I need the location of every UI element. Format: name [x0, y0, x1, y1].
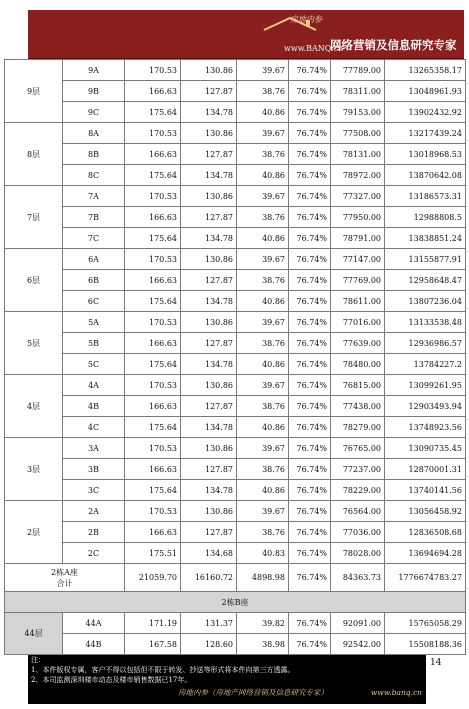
usable-area: 127.87: [181, 333, 237, 354]
efficiency-rate: 76.74%: [289, 207, 331, 228]
usable-area: 130.86: [181, 186, 237, 207]
unit-number: 8A: [63, 123, 125, 144]
unit-price: 77237.00: [331, 459, 385, 480]
unit-price: 76815.00: [331, 375, 385, 396]
table-row: [5, 249, 466, 270]
total-row: [5, 564, 466, 592]
table-row: [5, 501, 466, 522]
usable-area: 127.87: [181, 459, 237, 480]
total-price: 13740141.56: [385, 480, 466, 501]
shared-area: 40.86: [237, 165, 289, 186]
table-row: [5, 634, 466, 655]
unit-price: 77147.00: [331, 249, 385, 270]
total-price: 13133538.48: [385, 312, 466, 333]
usable-area: 127.87: [181, 270, 237, 291]
unit-price: 78791.00: [331, 228, 385, 249]
efficiency-rate: 76.74%: [289, 312, 331, 333]
unit-number: 3A: [63, 438, 125, 459]
unit-number: 5A: [63, 312, 125, 333]
unit-number: 5B: [63, 333, 125, 354]
table-row: [5, 207, 466, 228]
unit-price: 78229.00: [331, 480, 385, 501]
floor-label: 8层: [5, 123, 63, 186]
floor-label: 4层: [5, 375, 63, 438]
logo-text: 房地内参: [290, 15, 322, 24]
shared-area: 39.67: [237, 123, 289, 144]
gross-area: 166.63: [125, 396, 181, 417]
total-price: 13018968.53: [385, 144, 466, 165]
shared-area: 40.83: [237, 543, 289, 564]
usable-area: 130.86: [181, 375, 237, 396]
table-row: [5, 333, 466, 354]
table-row: [5, 375, 466, 396]
total-price: 15765058.29: [385, 613, 466, 634]
efficiency-rate: 76.74%: [289, 165, 331, 186]
footer-brand-url: www.banq.cn: [370, 688, 422, 697]
table-row: [5, 81, 466, 102]
total-usable-area: 16160.72: [181, 564, 237, 592]
shared-area: 38.76: [237, 81, 289, 102]
usable-area: 128.60: [181, 634, 237, 655]
gross-area: 175.51: [125, 543, 181, 564]
unit-number: 6B: [63, 270, 125, 291]
total-price: 13090735.45: [385, 438, 466, 459]
total-price: 13807236.04: [385, 291, 466, 312]
total-label-building: 2栋A座: [51, 567, 78, 577]
gross-area: 166.63: [125, 522, 181, 543]
total-gross-area: 21059.70: [125, 564, 181, 592]
floor-label: 2层: [5, 501, 63, 564]
page-number: 14: [430, 658, 442, 668]
shared-area: 39.67: [237, 501, 289, 522]
total-price: 13217439.24: [385, 123, 466, 144]
usable-area: 134.78: [181, 291, 237, 312]
unit-price: 78028.00: [331, 543, 385, 564]
total-price: 13694694.28: [385, 543, 466, 564]
usable-area: 130.86: [181, 438, 237, 459]
gross-area: 170.53: [125, 249, 181, 270]
gross-area: 175.64: [125, 480, 181, 501]
shared-area: 38.76: [237, 207, 289, 228]
total-price: 12903493.94: [385, 396, 466, 417]
table-row: [5, 312, 466, 333]
gross-area: 170.53: [125, 375, 181, 396]
unit-number: 4A: [63, 375, 125, 396]
footer-notes: [28, 655, 426, 704]
total-price: 13056458.92: [385, 501, 466, 522]
unit-number: 9A: [63, 60, 125, 81]
usable-area: 134.68: [181, 543, 237, 564]
note-copyright: 1、本件版权专属，客户不得以包括但不限于转发、抄送等形式将本件向第三方透露。: [31, 666, 295, 674]
gross-area: 166.63: [125, 81, 181, 102]
floor-label: 5层: [5, 312, 63, 375]
unit-number: 3C: [63, 480, 125, 501]
unit-number: 2A: [63, 501, 125, 522]
gross-area: 170.53: [125, 186, 181, 207]
efficiency-rate: 76.74%: [289, 102, 331, 123]
shared-area: 39.67: [237, 438, 289, 459]
unit-number: 44A: [63, 613, 125, 634]
total-price: 13870642.08: [385, 165, 466, 186]
total-price: 12958648.47: [385, 270, 466, 291]
shared-area: 38.76: [237, 270, 289, 291]
shared-area: 38.76: [237, 144, 289, 165]
unit-price: 78311.00: [331, 81, 385, 102]
table-row: [5, 144, 466, 165]
usable-area: 130.86: [181, 501, 237, 522]
efficiency-rate: 76.74%: [289, 291, 331, 312]
logo-url: www.BANQ.cn: [284, 44, 344, 53]
gross-area: 175.64: [125, 165, 181, 186]
section-title: 2栋B座: [5, 592, 466, 613]
total-price: 13099261.95: [385, 375, 466, 396]
shared-area: 40.86: [237, 228, 289, 249]
table-row: [5, 417, 466, 438]
table-row: [5, 354, 466, 375]
usable-area: 131.37: [181, 613, 237, 634]
efficiency-rate: 76.74%: [289, 375, 331, 396]
gross-area: 170.53: [125, 312, 181, 333]
total-price: 13838851.24: [385, 228, 466, 249]
shared-area: 39.67: [237, 186, 289, 207]
gross-area: 175.64: [125, 228, 181, 249]
efficiency-rate: 76.74%: [289, 543, 331, 564]
efficiency-rate: 76.74%: [289, 333, 331, 354]
table-row: [5, 123, 466, 144]
unit-price: 77789.00: [331, 60, 385, 81]
usable-area: 127.87: [181, 81, 237, 102]
unit-price: 77016.00: [331, 312, 385, 333]
gross-area: 170.53: [125, 123, 181, 144]
table-row: [5, 60, 466, 81]
total-price: 13748923.56: [385, 417, 466, 438]
unit-price: 76564.00: [331, 501, 385, 522]
table-row: [5, 459, 466, 480]
gross-area: 166.63: [125, 144, 181, 165]
gross-area: 166.63: [125, 333, 181, 354]
unit-price: 78131.00: [331, 144, 385, 165]
unit-price: 92091.00: [331, 613, 385, 634]
unit-number: 7C: [63, 228, 125, 249]
unit-number: 8C: [63, 165, 125, 186]
total-price: 12936986.57: [385, 333, 466, 354]
shared-area: 39.67: [237, 312, 289, 333]
gross-area: 175.64: [125, 291, 181, 312]
usable-area: 134.78: [181, 354, 237, 375]
floor-label: 7层: [5, 186, 63, 249]
total-shared-area: 4898.98: [237, 564, 289, 592]
header-banner: [28, 10, 464, 60]
gross-area: 175.64: [125, 102, 181, 123]
unit-price: 77639.00: [331, 333, 385, 354]
usable-area: 127.87: [181, 396, 237, 417]
gross-area: 175.64: [125, 417, 181, 438]
table-row: [5, 291, 466, 312]
section-row: [5, 592, 466, 613]
shared-area: 39.82: [237, 613, 289, 634]
table-row: [5, 165, 466, 186]
usable-area: 134.78: [181, 417, 237, 438]
unit-number: 7B: [63, 207, 125, 228]
shared-area: 38.98: [237, 634, 289, 655]
usable-area: 134.78: [181, 480, 237, 501]
total-efficiency-rate: 76.74%: [289, 564, 331, 592]
total-price: 13155877.91: [385, 249, 466, 270]
floor-label: 44层: [5, 613, 63, 655]
total-total-price: 1776674783.27: [385, 564, 466, 592]
shared-area: 38.76: [237, 333, 289, 354]
shared-area: 39.67: [237, 375, 289, 396]
efficiency-rate: 76.74%: [289, 354, 331, 375]
unit-price: 76765.00: [331, 438, 385, 459]
unit-price: 78279.00: [331, 417, 385, 438]
gross-area: 170.53: [125, 60, 181, 81]
total-label: [5, 564, 125, 592]
unit-price: 78480.00: [331, 354, 385, 375]
unit-number: 9C: [63, 102, 125, 123]
efficiency-rate: 76.74%: [289, 634, 331, 655]
shared-area: 40.86: [237, 354, 289, 375]
efficiency-rate: 76.74%: [289, 81, 331, 102]
shared-area: 38.76: [237, 459, 289, 480]
unit-number: 9B: [63, 81, 125, 102]
unit-number: 3B: [63, 459, 125, 480]
shared-area: 40.86: [237, 291, 289, 312]
table-row: [5, 186, 466, 207]
usable-area: 130.86: [181, 312, 237, 333]
usable-area: 130.86: [181, 123, 237, 144]
unit-number: 2B: [63, 522, 125, 543]
table-row: [5, 522, 466, 543]
gross-area: 167.58: [125, 634, 181, 655]
usable-area: 130.86: [181, 249, 237, 270]
gross-area: 166.63: [125, 270, 181, 291]
gross-area: 166.63: [125, 459, 181, 480]
usable-area: 134.78: [181, 102, 237, 123]
efficiency-rate: 76.74%: [289, 396, 331, 417]
efficiency-rate: 76.74%: [289, 522, 331, 543]
total-price: 13784227.2: [385, 354, 466, 375]
shared-area: 40.86: [237, 417, 289, 438]
efficiency-rate: 76.74%: [289, 417, 331, 438]
footer-brand: 房地内参（房地产网络营销及信息研究专家）: [178, 688, 328, 697]
gross-area: 170.53: [125, 438, 181, 459]
efficiency-rate: 76.74%: [289, 438, 331, 459]
shared-area: 38.76: [237, 396, 289, 417]
unit-number: 4B: [63, 396, 125, 417]
unit-number: 6C: [63, 291, 125, 312]
shared-area: 38.76: [237, 522, 289, 543]
efficiency-rate: 76.74%: [289, 480, 331, 501]
efficiency-rate: 76.74%: [289, 123, 331, 144]
header-title: 网络营销及信息研究专家: [330, 38, 457, 52]
shared-area: 40.86: [237, 102, 289, 123]
unit-number: 6A: [63, 249, 125, 270]
unit-price: 77438.00: [331, 396, 385, 417]
usable-area: 127.87: [181, 522, 237, 543]
total-price: 12836508.68: [385, 522, 466, 543]
efficiency-rate: 76.74%: [289, 60, 331, 81]
unit-price: 92542.00: [331, 634, 385, 655]
usable-area: 130.86: [181, 60, 237, 81]
table-row: [5, 543, 466, 564]
floor-label: 3层: [5, 438, 63, 501]
usable-area: 127.87: [181, 207, 237, 228]
unit-number: 2C: [63, 543, 125, 564]
usable-area: 127.87: [181, 144, 237, 165]
note-monitoring: 2、本司监测深圳楼市动态及楼市销售数据已17年。: [31, 676, 192, 684]
total-price: 12988808.5: [385, 207, 466, 228]
total-price: 15508188.36: [385, 634, 466, 655]
total-price: 13048961.93: [385, 81, 466, 102]
unit-price: 77508.00: [331, 123, 385, 144]
unit-price: 78611.00: [331, 291, 385, 312]
shared-area: 39.67: [237, 249, 289, 270]
total-price: 13902432.92: [385, 102, 466, 123]
table-body: [5, 60, 466, 655]
unit-price: 77950.00: [331, 207, 385, 228]
sales-price-table: [4, 59, 466, 655]
unit-number: 5C: [63, 354, 125, 375]
unit-price: 78972.00: [331, 165, 385, 186]
unit-price: 79153.00: [331, 102, 385, 123]
floor-label: 9层: [5, 60, 63, 123]
table-row: [5, 480, 466, 501]
efficiency-rate: 76.74%: [289, 501, 331, 522]
table-row: [5, 396, 466, 417]
note-title: 注：: [31, 656, 45, 664]
efficiency-rate: 76.74%: [289, 144, 331, 165]
unit-number: 44B: [63, 634, 125, 655]
total-price: 13186573.31: [385, 186, 466, 207]
total-label-sum: 合计: [56, 578, 73, 588]
efficiency-rate: 76.74%: [289, 270, 331, 291]
unit-number: 7A: [63, 186, 125, 207]
usable-area: 134.78: [181, 165, 237, 186]
efficiency-rate: 76.74%: [289, 186, 331, 207]
usable-area: 134.78: [181, 228, 237, 249]
shared-area: 40.86: [237, 480, 289, 501]
unit-price: 77036.00: [331, 522, 385, 543]
table-row: [5, 613, 466, 634]
efficiency-rate: 76.74%: [289, 249, 331, 270]
table-row: [5, 438, 466, 459]
efficiency-rate: 76.74%: [289, 613, 331, 634]
gross-area: 171.19: [125, 613, 181, 634]
efficiency-rate: 76.74%: [289, 228, 331, 249]
table-row: [5, 102, 466, 123]
floor-label: 6层: [5, 249, 63, 312]
gross-area: 170.53: [125, 501, 181, 522]
table-row: [5, 270, 466, 291]
table-row: [5, 228, 466, 249]
unit-price: 77327.00: [331, 186, 385, 207]
shared-area: 39.67: [237, 60, 289, 81]
total-unit-price: 84363.73: [331, 564, 385, 592]
gross-area: 166.63: [125, 207, 181, 228]
unit-number: 4C: [63, 417, 125, 438]
gross-area: 175.64: [125, 354, 181, 375]
unit-number: 8B: [63, 144, 125, 165]
efficiency-rate: 76.74%: [289, 459, 331, 480]
total-price: 13265358.17: [385, 60, 466, 81]
unit-price: 77769.00: [331, 270, 385, 291]
total-price: 12870001.31: [385, 459, 466, 480]
